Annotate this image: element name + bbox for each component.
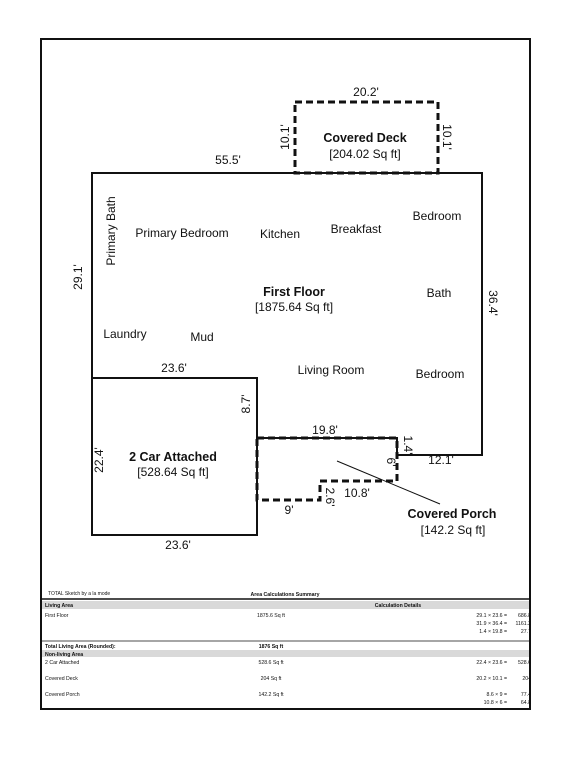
room-label-primary-bath: Primary Bath [104,196,118,266]
garage-sqft: [528.64 Sq ft] [137,465,209,479]
room-label-living-room: Living Room [297,363,365,377]
porch-row-name: Covered Porch [45,692,80,698]
dim-porch-inner: 6' [384,457,398,467]
porch-row-sqft: 142.2 Sq ft [258,692,284,698]
calc-val: 64.8 [520,700,531,706]
dim-porch-step: 1.4' [401,435,415,455]
room-label-kitchen: Kitchen [259,227,301,241]
covered-porch-sqft: [142.2 Sq ft] [420,523,486,537]
dim-deck-top: 20.2' [353,85,379,99]
garage-title: 2 Car Attached [129,450,217,464]
calc-expr: 20.2 × 10.1 = [476,676,507,682]
dim-porch-right: 12.1' [428,453,454,467]
first-floor-title: First Floor [263,285,325,299]
garage-row-sqft: 528.6 Sq ft [258,660,284,666]
room-label-bedroom-1: Bedroom [412,209,462,223]
dim-garage-right: 8.7' [239,394,253,414]
non-living-header-bar [42,650,529,657]
calc-expr: 8.6 × 9 = [486,692,507,698]
non-living-header: Non-living Area [45,652,84,658]
covered-porch-title: Covered Porch [407,507,497,521]
covered-deck-title: Covered Deck [323,131,407,145]
deck-row-sqft: 204 Sq ft [260,676,282,682]
living-area-header-bar [42,601,529,609]
dim-house-top: 55.5' [215,153,241,167]
calc-details-header: Calculation Details [374,603,422,609]
first-floor-row-name: First Floor [45,613,69,619]
first-floor-sqft: [1875.64 Sq ft] [254,300,334,314]
calc-expr: 22.4 × 23.6 = [476,660,507,666]
calc-val: 77.4 [520,692,531,698]
footer-note: TOTAL Sketch by a la mode [48,591,111,597]
garage-row-name: 2 Car Attached [45,660,80,666]
calc-expr: 31.9 × 36.4 = [476,621,507,627]
room-label-mud: Mud [190,330,214,344]
room-label-laundry: Laundry [103,327,147,341]
dim-deck-left: 10.1' [278,124,292,150]
total-living-area-label: Total Living Area (Rounded): [45,644,116,650]
total-living-area-sqft: 1876 Sq ft [258,644,284,650]
dim-porch-bottom: 9' [284,503,294,517]
summary-title: Area Calculations Summary [250,592,320,598]
dim-porch-notch: 2.6' [323,487,337,507]
calc-val: 1161.2 [515,621,531,627]
dim-garage-top: 23.6' [161,361,187,375]
calc-val: 27.7 [520,629,531,635]
dim-house-left: 29.1' [71,264,85,290]
covered-deck-sqft: [204.02 Sq ft] [329,147,401,161]
dim-house-right: 36.4' [486,290,500,316]
calc-val: 204 [522,676,531,682]
calc-expr: 1.4 × 19.8 = [479,629,507,635]
dim-porch-top: 19.8' [312,423,338,437]
dim-garage-left: 22.4' [92,447,106,473]
calc-expr: 29.1 × 23.6 = [476,613,507,619]
dim-deck-right: 10.1' [440,124,454,150]
calc-expr: 10.8 × 6 = [483,700,507,706]
first-floor-row-sqft: 1875.6 Sq ft [257,613,285,619]
room-label-bath: Bath [426,286,452,300]
calc-val: 686.8 [518,613,531,619]
dim-porch-mid: 10.8' [344,486,370,500]
living-area-header: Living Area [45,603,74,609]
deck-row-name: Covered Deck [45,676,78,682]
room-label-primary-bedroom: Primary Bedroom [135,226,229,240]
room-label-breakfast: Breakfast [330,222,382,236]
dim-garage-bottom: 23.6' [165,538,191,552]
room-label-bedroom-2: Bedroom [415,367,465,381]
calc-val: 528.6 [518,660,531,666]
